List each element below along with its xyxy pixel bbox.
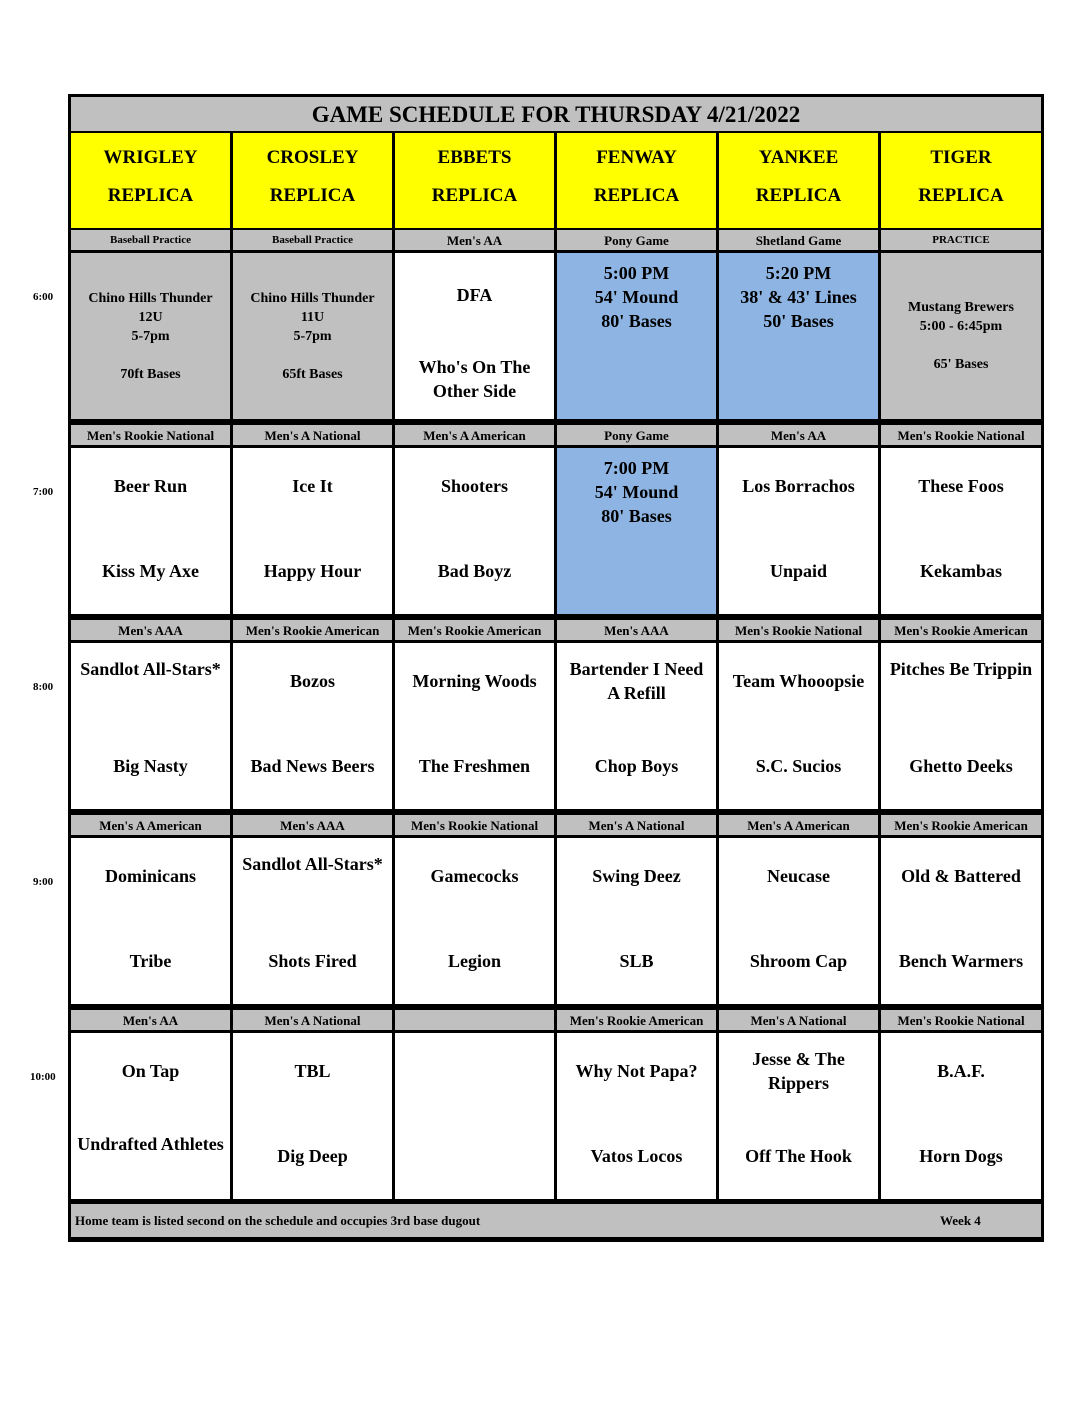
away-team: DFA bbox=[456, 285, 493, 305]
info-line: 5:00 PM bbox=[603, 263, 670, 283]
league-label: Men's A National bbox=[557, 815, 716, 835]
league-label: Pony Game bbox=[557, 230, 716, 250]
away-team: Bartender I Need A Refill bbox=[569, 659, 704, 703]
info-line: 5-7pm bbox=[131, 329, 170, 344]
league-label: Men's Rookie American bbox=[395, 620, 554, 640]
league-label: Men's AA bbox=[719, 425, 878, 445]
league-label: Men's AA bbox=[395, 230, 554, 250]
field-subtitle: REPLICA bbox=[755, 185, 842, 206]
away-team: Why Not Papa? bbox=[575, 1061, 698, 1081]
game-cell bbox=[71, 838, 230, 1004]
away-team: TBL bbox=[294, 1061, 331, 1081]
field-name: WRIGLEY bbox=[103, 147, 198, 168]
away-team: Sandlot All-Stars* bbox=[80, 659, 221, 679]
league-label: Men's AAA bbox=[557, 620, 716, 640]
field-header-yankee bbox=[719, 133, 878, 228]
info-block bbox=[233, 289, 392, 384]
game-cell bbox=[881, 448, 1041, 614]
info-line: 7:00 PM bbox=[603, 458, 670, 478]
info-line bbox=[881, 336, 1041, 355]
league-label: Men's Rookie National bbox=[881, 1010, 1041, 1030]
home-team: Shots Fired bbox=[268, 951, 357, 971]
field-name: YANKEE bbox=[758, 147, 839, 168]
home-team: Undrafted Athletes bbox=[77, 1134, 224, 1154]
info-block bbox=[71, 289, 230, 384]
game-cell bbox=[395, 643, 554, 809]
info-line: Chino Hills Thunder bbox=[88, 291, 213, 306]
away-team: Ice It bbox=[292, 476, 333, 496]
home-team: The Freshmen bbox=[418, 756, 531, 776]
game-cell bbox=[719, 838, 878, 1004]
info-line: 54' Mound bbox=[594, 482, 679, 502]
home-team: Kiss My Axe bbox=[102, 561, 199, 581]
league-label: Men's Rookie American bbox=[233, 620, 392, 640]
game-cell bbox=[233, 253, 392, 419]
info-line: 11U bbox=[300, 310, 325, 325]
info-line: Mustang Brewers bbox=[908, 300, 1014, 315]
home-team: Tribe bbox=[129, 951, 172, 971]
info-line bbox=[233, 346, 392, 365]
home-team: Dig Deep bbox=[277, 1146, 348, 1166]
league-label: Men's A National bbox=[719, 1010, 878, 1030]
info-line: 80' Bases bbox=[601, 506, 672, 526]
game-cell bbox=[395, 448, 554, 614]
away-team: These Foos bbox=[918, 476, 1004, 496]
home-team: Legion bbox=[447, 951, 501, 971]
away-team: Los Borrachos bbox=[742, 476, 855, 496]
league-label bbox=[395, 1010, 554, 1030]
game-cell bbox=[395, 1033, 554, 1199]
info-block bbox=[557, 456, 716, 528]
away-team: Old & Battered bbox=[901, 866, 1021, 886]
game-cell bbox=[881, 1033, 1041, 1199]
info-line bbox=[71, 346, 230, 365]
info-line: 50' Bases bbox=[763, 311, 834, 331]
game-cell bbox=[719, 448, 878, 614]
game-cell bbox=[71, 448, 230, 614]
week-label: Week 4 bbox=[940, 1213, 981, 1228]
page-title: GAME SCHEDULE FOR THURSDAY 4/21/2022 bbox=[71, 97, 1041, 131]
game-cell bbox=[557, 1033, 716, 1199]
info-block bbox=[557, 261, 716, 333]
home-team: Happy Hour bbox=[263, 561, 362, 581]
field-header-wrigley bbox=[71, 133, 230, 228]
home-team: Chop Boys bbox=[594, 756, 679, 776]
info-line: 5:20 PM bbox=[765, 263, 832, 283]
field-name: CROSLEY bbox=[266, 147, 359, 168]
away-team: Morning Woods bbox=[412, 671, 537, 691]
home-team: S.C. Sucios bbox=[755, 756, 842, 776]
info-line: 80' Bases bbox=[601, 311, 672, 331]
home-team: Vatos Locos bbox=[590, 1146, 683, 1166]
home-team: Ghetto Deeks bbox=[909, 756, 1013, 776]
game-cell bbox=[557, 643, 716, 809]
away-team: Dominicans bbox=[104, 866, 196, 886]
info-line: 5:00 - 6:45pm bbox=[919, 319, 1003, 334]
field-subtitle: REPLICA bbox=[269, 185, 356, 206]
field-name: FENWAY bbox=[596, 147, 677, 168]
info-line: 70ft Bases bbox=[120, 367, 181, 382]
league-label: Men's A American bbox=[71, 815, 230, 835]
field-header-fenway bbox=[557, 133, 716, 228]
info-block bbox=[881, 298, 1041, 374]
game-cell bbox=[71, 1033, 230, 1199]
league-label: Men's Rookie National bbox=[881, 425, 1041, 445]
home-team: Kekambas bbox=[919, 561, 1002, 581]
info-line: Chino Hills Thunder bbox=[250, 291, 375, 306]
league-label: Baseball Practice bbox=[233, 230, 392, 250]
game-cell bbox=[233, 838, 392, 1004]
game-cell bbox=[557, 253, 716, 419]
info-line: 54' Mound bbox=[594, 287, 679, 307]
league-label: Men's Rookie American bbox=[557, 1010, 716, 1030]
home-team: Big Nasty bbox=[113, 756, 188, 776]
info-line: 65ft Bases bbox=[282, 367, 343, 382]
game-cell bbox=[719, 1033, 878, 1199]
home-team: Off The Hook bbox=[745, 1146, 852, 1166]
league-label: Men's A National bbox=[233, 1010, 392, 1030]
away-team: Pitches Be Trippin bbox=[889, 659, 1033, 679]
league-label: Men's A American bbox=[719, 815, 878, 835]
time-label: 6:00 bbox=[33, 291, 54, 303]
field-header-ebbets bbox=[395, 133, 554, 228]
league-label: PRACTICE bbox=[881, 230, 1041, 250]
field-name: EBBETS bbox=[437, 147, 512, 168]
league-label: Shetland Game bbox=[719, 230, 878, 250]
schedule-table bbox=[68, 94, 1044, 1242]
league-label: Men's Rookie American bbox=[881, 620, 1041, 640]
league-label: Men's AAA bbox=[233, 815, 392, 835]
away-team: B.A.F. bbox=[937, 1061, 985, 1081]
away-team: Jesse & The Rippers bbox=[752, 1049, 845, 1093]
info-line: 65' Bases bbox=[933, 357, 989, 372]
away-team: Beer Run bbox=[113, 476, 188, 496]
field-name: TIGER bbox=[930, 147, 992, 168]
league-label: Men's A National bbox=[233, 425, 392, 445]
home-team: Who's On The Other Side bbox=[418, 357, 531, 401]
away-team: Shooters bbox=[441, 476, 508, 496]
league-label: Pony Game bbox=[557, 425, 716, 445]
footer-note: Home team is listed second on the schedule and occupies 3rd base dugout bbox=[75, 1213, 481, 1228]
away-team: Swing Deez bbox=[592, 866, 681, 886]
game-cell bbox=[395, 838, 554, 1004]
field-subtitle: REPLICA bbox=[918, 185, 1004, 206]
league-label: Baseball Practice bbox=[71, 230, 230, 250]
home-team: Bad News Beers bbox=[250, 756, 375, 776]
field-subtitle: REPLICA bbox=[431, 185, 518, 206]
time-label: 7:00 bbox=[33, 486, 54, 498]
home-team: Bad Boyz bbox=[437, 561, 512, 581]
league-label: Men's Rookie American bbox=[881, 815, 1041, 835]
info-line: 5-7pm bbox=[293, 329, 332, 344]
league-label: Men's AA bbox=[71, 1010, 230, 1030]
league-label: Men's AAA bbox=[71, 620, 230, 640]
field-header-tiger bbox=[881, 133, 1041, 228]
away-team: Sandlot All-Stars* bbox=[242, 854, 383, 874]
home-team: Shroom Cap bbox=[749, 951, 848, 971]
game-cell bbox=[71, 643, 230, 809]
game-cell bbox=[71, 253, 230, 419]
game-cell bbox=[557, 448, 716, 614]
away-team: On Tap bbox=[121, 1061, 180, 1081]
game-cell bbox=[233, 643, 392, 809]
away-team: Neucase bbox=[767, 866, 830, 886]
home-team: SLB bbox=[619, 951, 654, 971]
footer bbox=[71, 1204, 1041, 1237]
league-label: Men's Rookie National bbox=[395, 815, 554, 835]
away-team: Team Whooopsie bbox=[732, 671, 865, 691]
game-cell bbox=[881, 838, 1041, 1004]
time-label: 8:00 bbox=[33, 681, 54, 693]
game-cell bbox=[233, 1033, 392, 1199]
game-cell bbox=[395, 253, 554, 419]
game-cell bbox=[557, 838, 716, 1004]
info-line: 38' & 43' Lines bbox=[740, 287, 857, 307]
game-cell bbox=[719, 643, 878, 809]
time-label: 9:00 bbox=[33, 876, 54, 888]
field-subtitle: REPLICA bbox=[593, 185, 680, 206]
time-label: 10:00 bbox=[30, 1071, 56, 1083]
away-team: Gamecocks bbox=[430, 866, 519, 886]
game-cell bbox=[233, 448, 392, 614]
info-line: 12U bbox=[138, 310, 163, 325]
field-header-crosley bbox=[233, 133, 392, 228]
game-cell bbox=[719, 253, 878, 419]
info-block bbox=[719, 261, 878, 333]
league-label: Men's A American bbox=[395, 425, 554, 445]
field-subtitle: REPLICA bbox=[107, 185, 194, 206]
home-team: Unpaid bbox=[769, 561, 828, 581]
league-label: Men's Rookie National bbox=[71, 425, 230, 445]
game-cell bbox=[881, 643, 1041, 809]
game-cell bbox=[881, 253, 1041, 419]
league-label: Men's Rookie National bbox=[719, 620, 878, 640]
home-team: Horn Dogs bbox=[919, 1146, 1003, 1166]
away-team: Bozos bbox=[290, 671, 335, 691]
home-team: Bench Warmers bbox=[898, 951, 1024, 971]
